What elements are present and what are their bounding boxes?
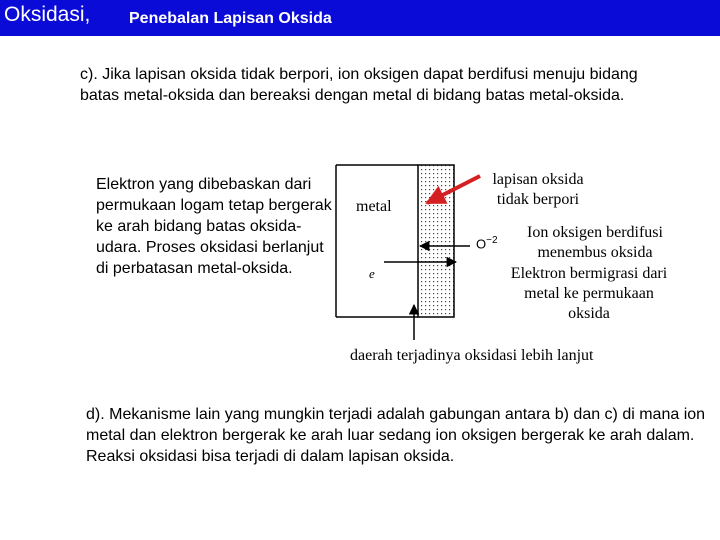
ion-diffuse-label-line1: Ion oksigen berdifusi <box>527 224 663 241</box>
oxide-layer-label-line1: lapisan oksida <box>492 171 584 188</box>
oxide-layer-label <box>470 170 606 210</box>
electron-migrate-label <box>482 264 696 324</box>
metal-label: metal <box>356 198 392 215</box>
oxygen-ion-letter: O <box>476 236 487 252</box>
ion-diffuse-label-line2: menembus oksida <box>537 244 653 261</box>
oxygen-ion-symbol <box>476 235 498 251</box>
electron-migrate-label-line3: oksida <box>568 305 610 322</box>
electron-migrate-label-line1: Elektron bermigrasi dari <box>510 265 668 282</box>
oxygen-ion-charge: −2 <box>486 235 498 246</box>
electron-migrate-label-line2: metal ke permukaan <box>524 285 654 302</box>
page-subtitle: Penebalan Lapisan Oksida <box>129 10 332 27</box>
oxide-layer-label-line2: tidak berpori <box>496 191 580 208</box>
paragraph-d: d). Mekanisme lain yang mungkin terjadi adalah gabungan antara b) dan c) di mana ion metal dan elektron bergerak ke arah luar sedang ion oksigen bergerak ke arah dalam. Reaksi oksidasi bisa terjadi di dalam lapisan oksida. <box>86 406 706 465</box>
oxide-layer <box>418 165 454 317</box>
reaction-zone-label: daerah terjadinya oksidasi lebih lanjut <box>350 347 594 364</box>
ion-diffuse-label <box>506 223 684 263</box>
left-explanation-text: Elektron yang dibebaskan dari permukaan logam tetap bergerak ke arah bidang batas oksida-udara. Proses oksidasi berlanjut di perbatasan metal-oksida. <box>96 176 332 277</box>
electron-label: e <box>369 266 375 281</box>
page-title: Oksidasi, <box>4 3 91 26</box>
paragraph-c: c). Jika lapisan oksida tidak berpori, ion oksigen dapat berdifusi menuju bidang batas metal-oksida dan bereaksi dengan metal di bidang batas metal-oksida. <box>80 66 638 104</box>
